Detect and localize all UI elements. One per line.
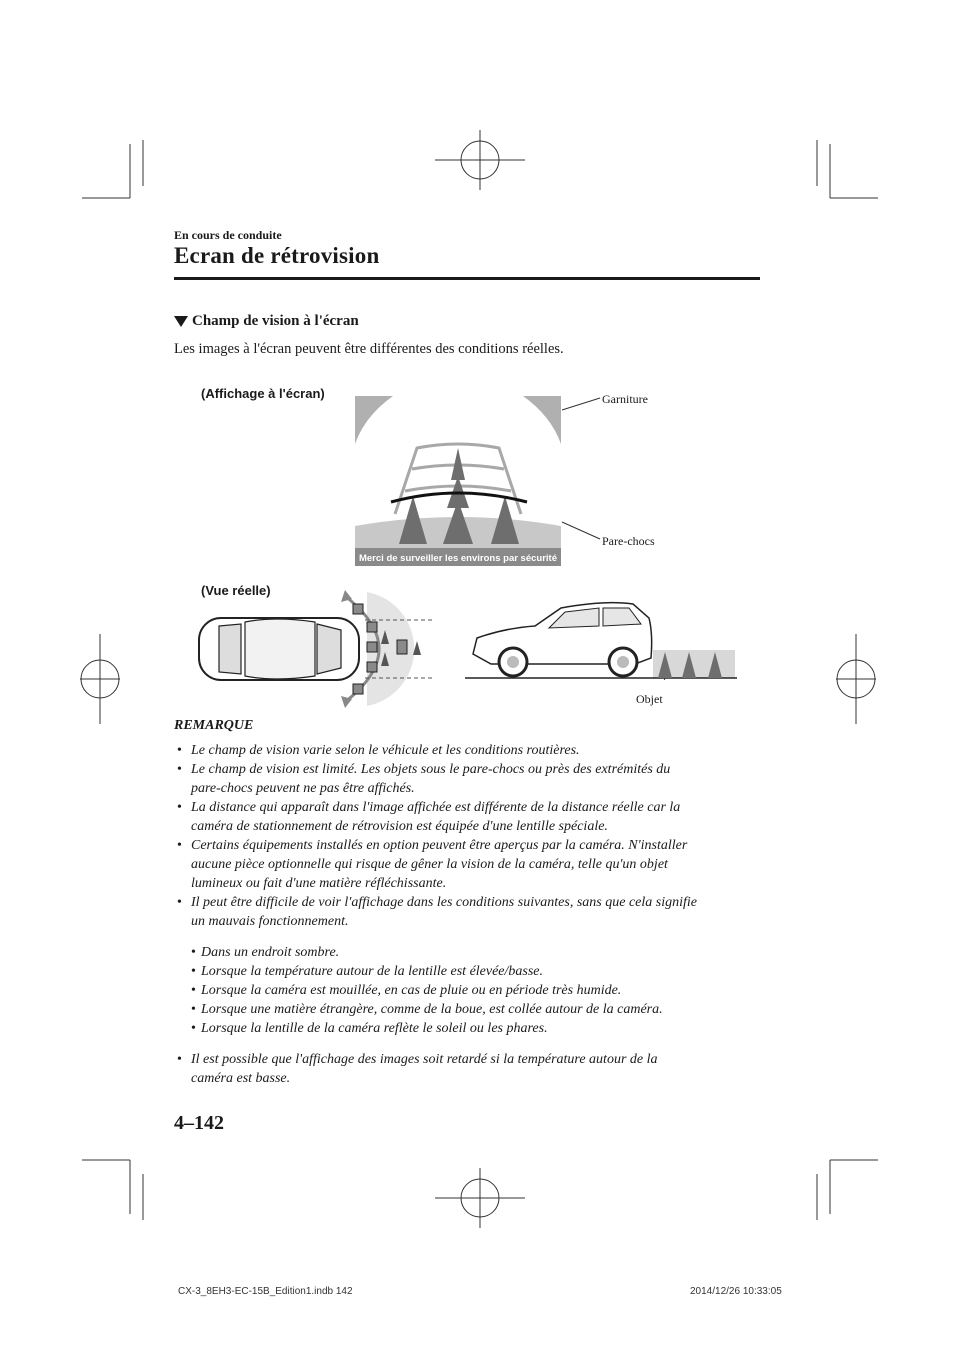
title-rule [174, 277, 760, 280]
note-text: Certains équipements installés en option peuvent être aperçus par la caméra. N'installer [191, 838, 688, 853]
sub-list-item [174, 1019, 774, 1038]
note-continuation: caméra est basse. [191, 1071, 291, 1086]
camera-screen-illustration [355, 396, 561, 566]
side-view-car-illustration [465, 598, 737, 680]
page-number: 4–142 [174, 1112, 224, 1134]
sub-note-text: Lorsque la température autour de la lentille est élevée/basse. [201, 964, 544, 979]
callout-objet: Objet [636, 692, 663, 706]
note-list [174, 741, 774, 1088]
sub-note-text: Lorsque la lentille de la caméra reflète le soleil ou les phares. [201, 1021, 548, 1036]
bullet-icon: • [191, 1021, 196, 1036]
bullet-icon: • [191, 1002, 196, 1017]
list-item [174, 893, 774, 912]
sub-note-text: Dans un endroit sombre. [201, 945, 340, 960]
sub-note-text: Lorsque une matière étrangère, comme de la boue, est collée autour de la caméra. [201, 1002, 663, 1017]
sub-list-item [174, 943, 774, 962]
subsection-title: Champ de vision à l'écran [192, 313, 359, 329]
bullet-icon: • [191, 983, 196, 998]
callout-pare-chocs: Pare-chocs [602, 534, 655, 548]
real-view-label: (Vue réelle) [201, 583, 271, 598]
note-continuation: pare-chocs peuvent ne pas être affichés. [191, 781, 415, 796]
sub-note-text: Lorsque la caméra est mouillée, en cas de pluie ou en période très humide. [201, 983, 622, 998]
bullet-icon: • [177, 838, 182, 853]
list-item [174, 741, 774, 760]
top-view-car-illustration [195, 590, 440, 708]
bullet-icon: • [177, 800, 182, 815]
list-item [174, 798, 774, 817]
footer-timestamp: 2014/12/26 10:33:05 [690, 1286, 782, 1297]
display-view-label: (Affichage à l'écran) [201, 386, 325, 401]
list-item [174, 1050, 774, 1069]
sub-list-item [174, 962, 774, 981]
bullet-icon: • [191, 945, 196, 960]
footer-file: CX-3_8EH3-EC-15B_Edition1.indb 142 [178, 1286, 353, 1297]
note-text: La distance qui apparaît dans l'image affichée est différente de la distance réelle car la [191, 800, 681, 815]
bullet-icon: • [191, 964, 196, 979]
note-continuation: caméra de stationnement de rétrovision est équipée d'une lentille spéciale. [191, 819, 608, 834]
note-text: Le champ de vision varie selon le véhicule et les conditions routières. [191, 743, 580, 758]
bullet-icon: • [177, 743, 182, 758]
note-text: Le champ de vision est limité. Les objets sous le pare-chocs ou près des extrémités du [191, 762, 671, 777]
note-text: Il peut être difficile de voir l'affichage dans les conditions suivantes, sans que cela signifie [191, 895, 697, 910]
callout-leaders [560, 396, 610, 546]
bullet-icon: • [177, 895, 182, 910]
intro-text: Les images à l'écran peuvent être différentes des conditions réelles. [174, 341, 564, 357]
page-title: Ecran de rétrovision [174, 243, 380, 268]
list-item [174, 836, 774, 855]
callout-garniture: Garniture [602, 392, 648, 406]
section-label: En cours de conduite [174, 228, 282, 242]
list-item [174, 760, 774, 779]
bullet-icon: • [177, 1052, 182, 1067]
note-continuation: aucune pièce optionnelle qui risque de gêner la vision de la caméra, telle qu'un objet [191, 857, 668, 872]
note-continuation: lumineux ou fait d'une matière réfléchissante. [191, 876, 447, 891]
sub-list-item [174, 981, 774, 1000]
note-heading: REMARQUE [174, 718, 254, 733]
subsection-heading [174, 313, 359, 330]
bullet-icon: • [177, 762, 182, 777]
note-text: Il est possible que l'affichage des images soit retardé si la température autour de la [191, 1052, 658, 1067]
triangle-down-icon [174, 316, 188, 327]
note-continuation: un mauvais fonctionnement. [191, 914, 349, 929]
sub-list-item [174, 1000, 774, 1019]
screen-banner-text: Merci de surveiller les environs par sécurité [358, 553, 558, 564]
